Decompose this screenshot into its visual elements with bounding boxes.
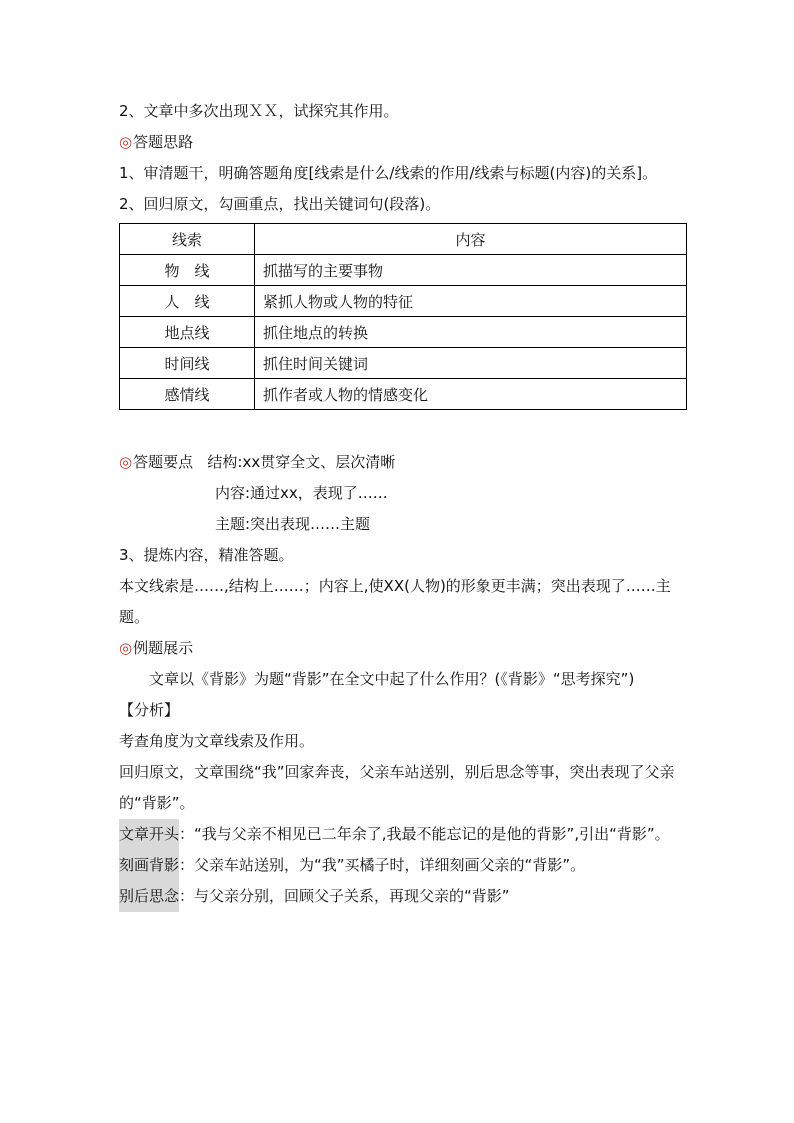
highlighted-keyword: 别后思念 <box>119 881 179 912</box>
analysis-item-text: ：与父亲分别，回顾父子关系，再现父亲的“背影” <box>179 887 510 905</box>
example-label: 例题展示 <box>133 639 194 657</box>
table-cell: 抓作者或人物的情感变化 <box>255 379 687 410</box>
analysis-item <box>119 819 684 850</box>
table-cell: 抓住时间关键词 <box>255 348 687 379</box>
analysis-item <box>119 850 684 881</box>
section-thinking <box>119 127 684 158</box>
step-3: 3、提炼内容，精准答题。 <box>119 546 294 564</box>
analysis-heading: 【分析】 <box>119 701 180 719</box>
circle-marker-icon: ◎ <box>119 133 133 151</box>
table-cell: 抓住地点的转换 <box>255 317 687 348</box>
highlighted-keyword: 文章开头 <box>119 819 179 850</box>
table-header-cell: 内容 <box>255 224 687 255</box>
clue-table <box>119 223 687 410</box>
analysis-paragraph: 考查角度为文章线索及作用。 <box>119 732 315 750</box>
highlighted-keyword: 刻画背影 <box>119 850 179 881</box>
section-thinking-label: 答题思路 <box>133 133 194 151</box>
table-cell: 紧抓人物或人物的特征 <box>255 286 687 317</box>
analysis-item <box>119 881 684 912</box>
answer-point-theme: 主题:突出表现……主题 <box>215 515 371 533</box>
example-section <box>119 633 684 664</box>
table-row <box>120 286 687 317</box>
question-2: 2、文章中多次出现ＸＸ，试探究其作用。 <box>119 102 399 120</box>
answer-template: 本文线索是……,结构上……；内容上,使XX(人物)的形象更丰满；突出表现了……主题。 <box>119 577 671 626</box>
answer-points <box>119 447 684 478</box>
table-row <box>120 379 687 410</box>
table-header-row <box>120 224 687 255</box>
analysis-item-text: ：“我与父亲不相见已二年余了,我最不能忘记的是他的背影”,引出“背影”。 <box>179 825 670 843</box>
document-page <box>119 96 684 912</box>
table-cell: 感情线 <box>120 379 255 410</box>
table-row <box>120 317 687 348</box>
answer-point-structure: 结构:xx贯穿全文、层次清晰 <box>207 453 396 471</box>
circle-marker-icon: ◎ <box>119 453 133 471</box>
analysis-paragraph: 回归原文，文章围绕“我”回家奔丧，父亲车站送别，别后思念等事，突出表现了父亲的“背影”。 <box>119 763 675 812</box>
table-cell: 人 线 <box>120 286 255 317</box>
table-cell: 物 线 <box>120 255 255 286</box>
step-1: 1、审清题干，明确答题角度[线索是什么/线索的作用/线索与标题(内容)的关系]。 <box>119 164 658 182</box>
table-row <box>120 255 687 286</box>
table-cell: 抓描写的主要事物 <box>255 255 687 286</box>
table-cell: 时间线 <box>120 348 255 379</box>
answer-point-content: 内容:通过xx，表现了…… <box>215 484 388 502</box>
table-cell: 地点线 <box>120 317 255 348</box>
step-2: 2、回归原文，勾画重点，找出关键词句(段落)。 <box>119 195 441 213</box>
circle-marker-icon: ◎ <box>119 639 133 657</box>
answer-points-label: 答题要点 <box>133 453 194 471</box>
table-row <box>120 348 687 379</box>
example-question: 文章以《背影》为题“背影”在全文中起了什么作用？(《背影》“思考探究”) <box>149 670 635 688</box>
spacer <box>119 412 684 447</box>
table-header-cell: 线索 <box>120 224 255 255</box>
analysis-item-text: ：父亲车站送别，为“我”买橘子时，详细刻画父亲的“背影”。 <box>179 856 586 874</box>
